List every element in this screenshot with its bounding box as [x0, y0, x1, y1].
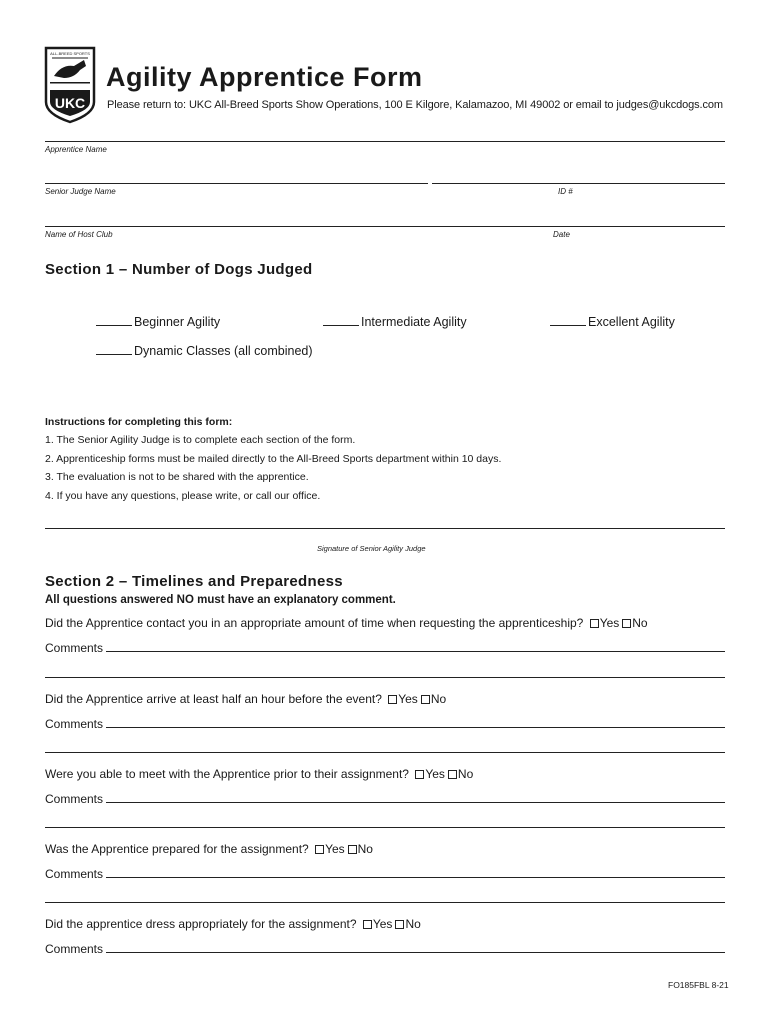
count-label: Dynamic Classes (all combined) [134, 344, 313, 358]
count-label: Beginner Agility [134, 315, 221, 329]
comments-field[interactable] [106, 876, 725, 878]
no-label: No [357, 842, 373, 856]
comments-extra-line[interactable] [45, 902, 725, 903]
no-checkbox[interactable] [622, 619, 631, 628]
comments-field[interactable] [106, 951, 725, 953]
yes-checkbox[interactable] [315, 845, 324, 854]
count-blank[interactable] [323, 315, 359, 326]
yes-checkbox[interactable] [363, 920, 372, 929]
comments-extra-line[interactable] [45, 827, 725, 828]
svg-text:ALL-BREED SPORTS: ALL-BREED SPORTS [50, 51, 90, 56]
date-label: Date [553, 230, 570, 239]
dynamic-classes-count[interactable] [96, 344, 313, 358]
count-blank[interactable] [96, 344, 132, 355]
form-title: Agility Apprentice Form [106, 62, 423, 92]
instructions-title: Instructions for completing this form: [45, 416, 233, 428]
senior-judge-field[interactable] [45, 226, 725, 227]
comments-label: Comments [45, 641, 104, 655]
yes-checkbox[interactable] [415, 770, 424, 779]
yes-label: Yes [325, 842, 345, 856]
comments-row-2[interactable] [45, 717, 725, 731]
host-club-label: Name of Host Club [45, 230, 113, 239]
yes-label: Yes [599, 616, 620, 630]
no-checkbox[interactable] [448, 770, 457, 779]
no-label: No [430, 692, 447, 706]
comments-extra-line[interactable] [45, 752, 725, 753]
apprentice-name-label: Apprentice Name [45, 145, 107, 154]
senior-judge-name-label: Senior Judge Name [45, 187, 116, 196]
id-label: ID # [558, 187, 573, 196]
section2-title: Section 2 – Timelines and Preparedness [45, 573, 343, 590]
section1-title: Section 1 – Number of Dogs Judged [45, 261, 313, 278]
no-label: No [405, 917, 421, 931]
comments-label: Comments [45, 867, 104, 881]
no-label: No [457, 767, 474, 781]
yes-checkbox[interactable] [388, 695, 397, 704]
instruction-line: 1. The Senior Agility Judge is to complete each section of the form. [45, 434, 356, 446]
no-checkbox[interactable] [348, 845, 357, 854]
svg-text:UKC: UKC [54, 95, 86, 111]
comments-row-4[interactable] [45, 867, 725, 881]
question-text: Was the Apprentice prepared for the assignment? [45, 842, 309, 856]
question-text: Did the Apprentice arrive at least half an hour before the event? [45, 692, 382, 706]
yes-label: Yes [425, 767, 445, 781]
comments-row-5[interactable] [45, 942, 725, 956]
no-label: No [632, 616, 648, 630]
signature-field[interactable] [45, 528, 725, 529]
question-text: Did the apprentice dress appropriately for the assignment? [45, 917, 357, 931]
beginner-agility-count[interactable] [96, 315, 220, 329]
count-blank[interactable] [96, 315, 132, 326]
question-3 [45, 767, 473, 781]
question-2 [45, 692, 446, 706]
comments-row-3[interactable] [45, 792, 725, 806]
comments-field[interactable] [106, 801, 725, 803]
comments-extra-line[interactable] [45, 677, 725, 678]
no-checkbox[interactable] [421, 695, 430, 704]
question-4 [45, 842, 373, 856]
question-text: Were you able to meet with the Apprentice prior to their assignment? [45, 767, 409, 781]
instruction-line: 4. If you have any questions, please write, or call our office. [45, 490, 321, 502]
instruction-line: 3. The evaluation is not to be shared with the apprentice. [45, 471, 309, 483]
yes-label: Yes [372, 917, 393, 931]
form-code: FO185FBL 8-21 [668, 980, 729, 990]
yes-checkbox[interactable] [590, 619, 599, 628]
count-blank[interactable] [550, 315, 586, 326]
instruction-line: 2. Apprenticeship forms must be mailed directly to the All-Breed Sports department within 10 days. [45, 453, 502, 465]
yes-label: Yes [398, 692, 418, 706]
question-5 [45, 917, 421, 931]
signature-label: Signature of Senior Agility Judge [317, 544, 426, 553]
apprentice-name-field[interactable] [45, 183, 428, 184]
comments-field[interactable] [106, 650, 725, 652]
excellent-agility-count[interactable] [550, 315, 675, 329]
count-label: Excellent Agility [588, 315, 675, 329]
comments-label: Comments [45, 792, 104, 806]
question-1 [45, 616, 648, 630]
apprentice-id-field[interactable] [432, 183, 725, 184]
comments-field[interactable] [106, 726, 725, 728]
comments-label: Comments [45, 942, 104, 956]
intermediate-agility-count[interactable] [323, 315, 467, 329]
count-label: Intermediate Agility [361, 315, 467, 329]
header-top-rule [45, 141, 725, 142]
section2-note: All questions answered NO must have an explanatory comment. [45, 594, 396, 606]
ukc-logo [44, 46, 96, 124]
return-address: Please return to: UKC All-Breed Sports Show Operations, 100 E Kilgore, Kalamazoo, MI 49002 or email to judges@ukcdogs.com [107, 99, 723, 111]
comments-label: Comments [45, 717, 104, 731]
no-checkbox[interactable] [395, 920, 404, 929]
question-text: Did the Apprentice contact you in an appropriate amount of time when requesting the apprenticeship? [45, 616, 584, 630]
comments-row-1[interactable] [45, 641, 725, 655]
